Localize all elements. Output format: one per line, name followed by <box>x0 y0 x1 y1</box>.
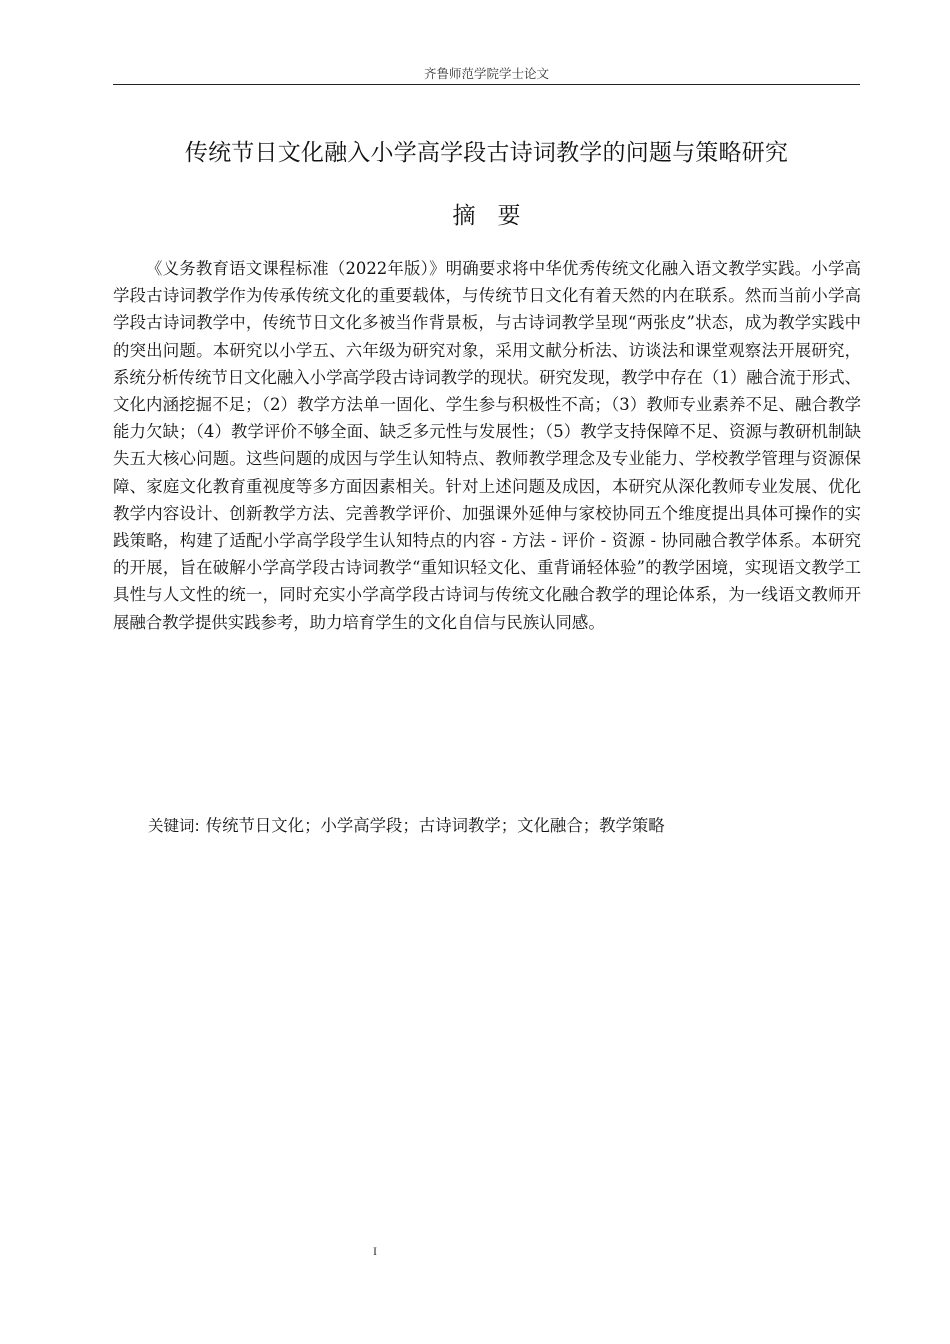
abstract-heading <box>113 199 860 233</box>
running-header: 齐鲁师范学院学士论文 <box>423 66 549 81</box>
keywords-label: 关键词: <box>148 817 200 835</box>
page-number: I <box>373 1244 377 1258</box>
header-rule <box>113 84 860 85</box>
keywords-values: 传统节日文化；小学高学段；古诗词教学；文化融合；教学策略 <box>205 816 665 835</box>
abstract-heading-second: 要 <box>497 203 521 229</box>
abstract-heading-first: 摘 <box>452 203 476 229</box>
thesis-title: 传统节日文化融入小学高学段古诗词教学的问题与策略研究 <box>184 140 789 166</box>
keywords-line <box>148 812 860 840</box>
abstract-body: 《义务教育语文课程标准（2022年版）》明确要求将中华优秀传统文化融入语文教学实践。小学高学段古诗词教学作为传承传统文化的重要载体，与传统节日文化有着天然的内在联系。然而当前小学高学段古诗词教学中，传统节日文化多被当作背景板，与古诗词教学呈现“两张皮”状态，成为教学实践中的突出问题。本研究以小学五、六年级为研究对象，采用文献分析法、访谈法和课堂观察法开展研究，系统分析传统节日文化融入小学高学段古诗词教学的现状。研究发现，教学中存在（1）融合流于形式、文化内涵挖掘不足；（2）教学方法单一固化、学生参与积极性不高；（3）教师专业素养不足、融合教学能力欠缺；（4）教学评价不够全面、缺乏多元性与发展性；（5）教学支持保障不足、资源与教研机制缺失五大核心问题。这些问题的成因与学生认知特点、教师教学理念及专业能力、学校教学管理与资源保障、家庭文化教育重视度等多方面因素相关。针对上述问题及成因，本研究从深化教师专业发展、优化教学内容设计、创新教学方法、完善教学评价、加强课外延伸与家校协同五个维度提出具体可操作的实践策略，构建了适配小学高学段学生认知特点的内容 - 方法 - 评价 - 资源 - 协同融合教学体系。本研究的开展，旨在破解小学高学段古诗词教学“重知识轻文化、重背诵轻体验”的教学困境，实现语文教学工具性与人文性的统一，同时充实小学高学段古诗词与传统文化融合教学的理论体系，为一线语文教师开展融合教学提供实践参考，助力培育学生的文化自信与民族认同感。 <box>113 259 862 632</box>
